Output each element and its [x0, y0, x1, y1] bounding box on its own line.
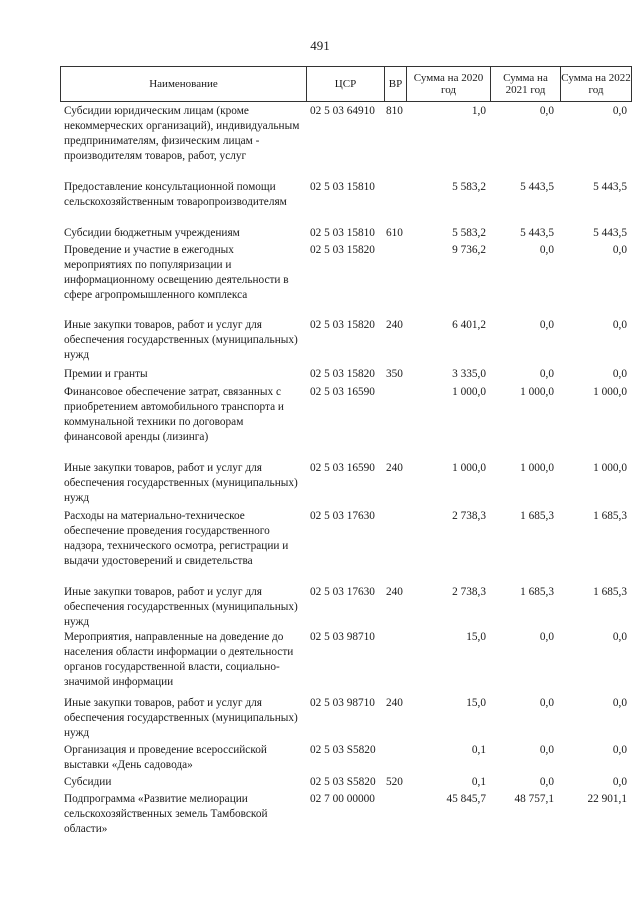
row-sum-2020: 1 000,0 [452, 386, 486, 398]
row-sum-2022: 0,0 [612, 319, 627, 331]
row-name: Организация и проведение всероссийской выставки «День садовода» [64, 744, 267, 771]
row-sum-2022: 0,0 [612, 631, 627, 643]
header-name: Наименование [61, 67, 307, 101]
row-csr: 02 5 03 64910 [310, 105, 375, 117]
row-sum-2022: 5 443,5 [593, 181, 627, 193]
row-sum-2020: 15,0 [466, 631, 486, 643]
row-name: Иные закупки товаров, работ и услуг для обеспечения государственных (муниципальных) нужд [64, 462, 298, 504]
header-csr: ЦСР [307, 67, 385, 101]
row-sum-2021: 0,0 [539, 631, 554, 643]
header-vr: ВР [385, 67, 407, 101]
row-csr: 02 5 03 15810 [310, 181, 375, 193]
row-sum-2022: 1 685,3 [593, 586, 627, 598]
row-csr: 02 5 03 S5820 [310, 776, 376, 788]
row-sum-2022: 1 000,0 [593, 462, 627, 474]
row-sum-2021: 0,0 [539, 319, 554, 331]
row-sum-2021: 0,0 [539, 105, 554, 117]
row-sum-2020: 0,1 [471, 776, 486, 788]
row-csr: 02 5 03 15820 [310, 319, 375, 331]
row-sum-2020: 5 583,2 [452, 181, 486, 193]
row-csr: 02 5 03 17630 [310, 586, 375, 598]
row-sum-2020: 5 583,2 [452, 227, 486, 239]
row-sum-2022: 0,0 [612, 697, 627, 709]
row-sum-2022: 5 443,5 [593, 227, 627, 239]
row-csr: 02 5 03 16590 [310, 386, 375, 398]
row-csr: 02 5 03 15820 [310, 368, 375, 380]
row-name: Подпрограмма «Развитие мелиорации сельскохозяйственных земель Тамбовской области» [64, 793, 268, 835]
row-sum-2021: 5 443,5 [520, 227, 554, 239]
row-name: Субсидии [64, 776, 112, 788]
row-sum-2021: 0,0 [539, 776, 554, 788]
row-name: Финансовое обеспечение затрат, связанных с приобретением автомобильного транспорта и коммунальной техники по договорам финансовой аренды (лизинга) [64, 386, 284, 443]
row-sum-2021: 48 757,1 [514, 793, 554, 805]
row-name: Иные закупки товаров, работ и услуг для обеспечения государственных (муниципальных) нужд [64, 586, 298, 628]
row-csr: 02 5 03 98710 [310, 697, 375, 709]
row-sum-2022: 0,0 [612, 744, 627, 756]
row-sum-2021: 0,0 [539, 697, 554, 709]
row-csr: 02 5 03 15820 [310, 244, 375, 256]
row-sum-2020: 2 738,3 [452, 510, 486, 522]
row-sum-2021: 0,0 [539, 244, 554, 256]
row-sum-2022: 1 685,3 [593, 510, 627, 522]
row-sum-2020: 2 738,3 [452, 586, 486, 598]
row-sum-2020: 1,0 [471, 105, 486, 117]
row-name: Предоставление консультационной помощи сельскохозяйственным товаропроизводителям [64, 181, 287, 208]
row-sum-2021: 1 000,0 [520, 462, 554, 474]
row-name: Субсидии бюджетным учреждениям [64, 227, 240, 239]
row-sum-2022: 0,0 [612, 776, 627, 788]
row-vr: 810 [386, 105, 403, 117]
row-sum-2022: 0,0 [612, 105, 627, 117]
row-name: Премии и гранты [64, 368, 148, 380]
header-sum-2022: Сумма на 2022 год [561, 72, 631, 96]
row-csr: 02 5 03 16590 [310, 462, 375, 474]
row-sum-2022: 1 000,0 [593, 386, 627, 398]
row-sum-2021: 0,0 [539, 368, 554, 380]
row-csr: 02 5 03 98710 [310, 631, 375, 643]
page-number: 491 [310, 38, 330, 53]
row-vr: 520 [386, 776, 403, 788]
row-csr: 02 5 03 15810 [310, 227, 375, 239]
header-sum-2020: Сумма на 2020 год [407, 67, 491, 101]
row-vr: 240 [386, 462, 403, 474]
row-sum-2020: 6 401,2 [452, 319, 486, 331]
row-csr: 02 5 03 17630 [310, 510, 375, 522]
row-sum-2021: 5 443,5 [520, 181, 554, 193]
row-sum-2020: 9 736,2 [452, 244, 486, 256]
row-csr: 02 5 03 S5820 [310, 744, 376, 756]
row-sum-2020: 3 335,0 [452, 368, 486, 380]
row-sum-2020: 0,1 [471, 744, 486, 756]
row-vr: 240 [386, 586, 403, 598]
row-vr: 240 [386, 319, 403, 331]
row-sum-2020: 15,0 [466, 697, 486, 709]
row-name: Субсидии юридическим лицам (кроме некоммерческих организаций), индивидуальным предпринимателям, физическим лицам - производителям товаров, работ, услуг [64, 105, 300, 162]
row-vr: 350 [386, 368, 403, 380]
header-sum-2021: Сумма на 2021 год [491, 67, 561, 101]
table-header [60, 66, 632, 102]
row-sum-2021: 1 000,0 [520, 386, 554, 398]
row-name: Мероприятия, направленные на доведение до населения области информации о деятельности органов государственной власти, социально-значимой информации [64, 631, 294, 688]
row-name: Проведение и участие в ежегодных мероприятиях по популяризации и информационному освещению деятельности в сфере агропромышленного комплекса [64, 244, 289, 301]
row-vr: 240 [386, 697, 403, 709]
row-name: Иные закупки товаров, работ и услуг для обеспечения государственных (муниципальных) нужд [64, 697, 298, 739]
row-sum-2022: 0,0 [612, 368, 627, 380]
row-sum-2022: 0,0 [612, 244, 627, 256]
row-sum-2021: 1 685,3 [520, 586, 554, 598]
row-name: Расходы на материально-техническое обеспечение проведения государственного надзора, технического осмотра, регистрации и выдачи удостоверений и свидетельства [64, 510, 289, 567]
row-name: Иные закупки товаров, работ и услуг для обеспечения государственных (муниципальных) нужд [64, 319, 298, 361]
row-sum-2022: 22 901,1 [587, 793, 627, 805]
row-sum-2021: 1 685,3 [520, 510, 554, 522]
row-sum-2020: 45 845,7 [446, 793, 486, 805]
row-csr: 02 7 00 00000 [310, 793, 375, 805]
row-sum-2021: 0,0 [539, 744, 554, 756]
row-sum-2020: 1 000,0 [452, 462, 486, 474]
row-vr: 610 [386, 227, 403, 239]
